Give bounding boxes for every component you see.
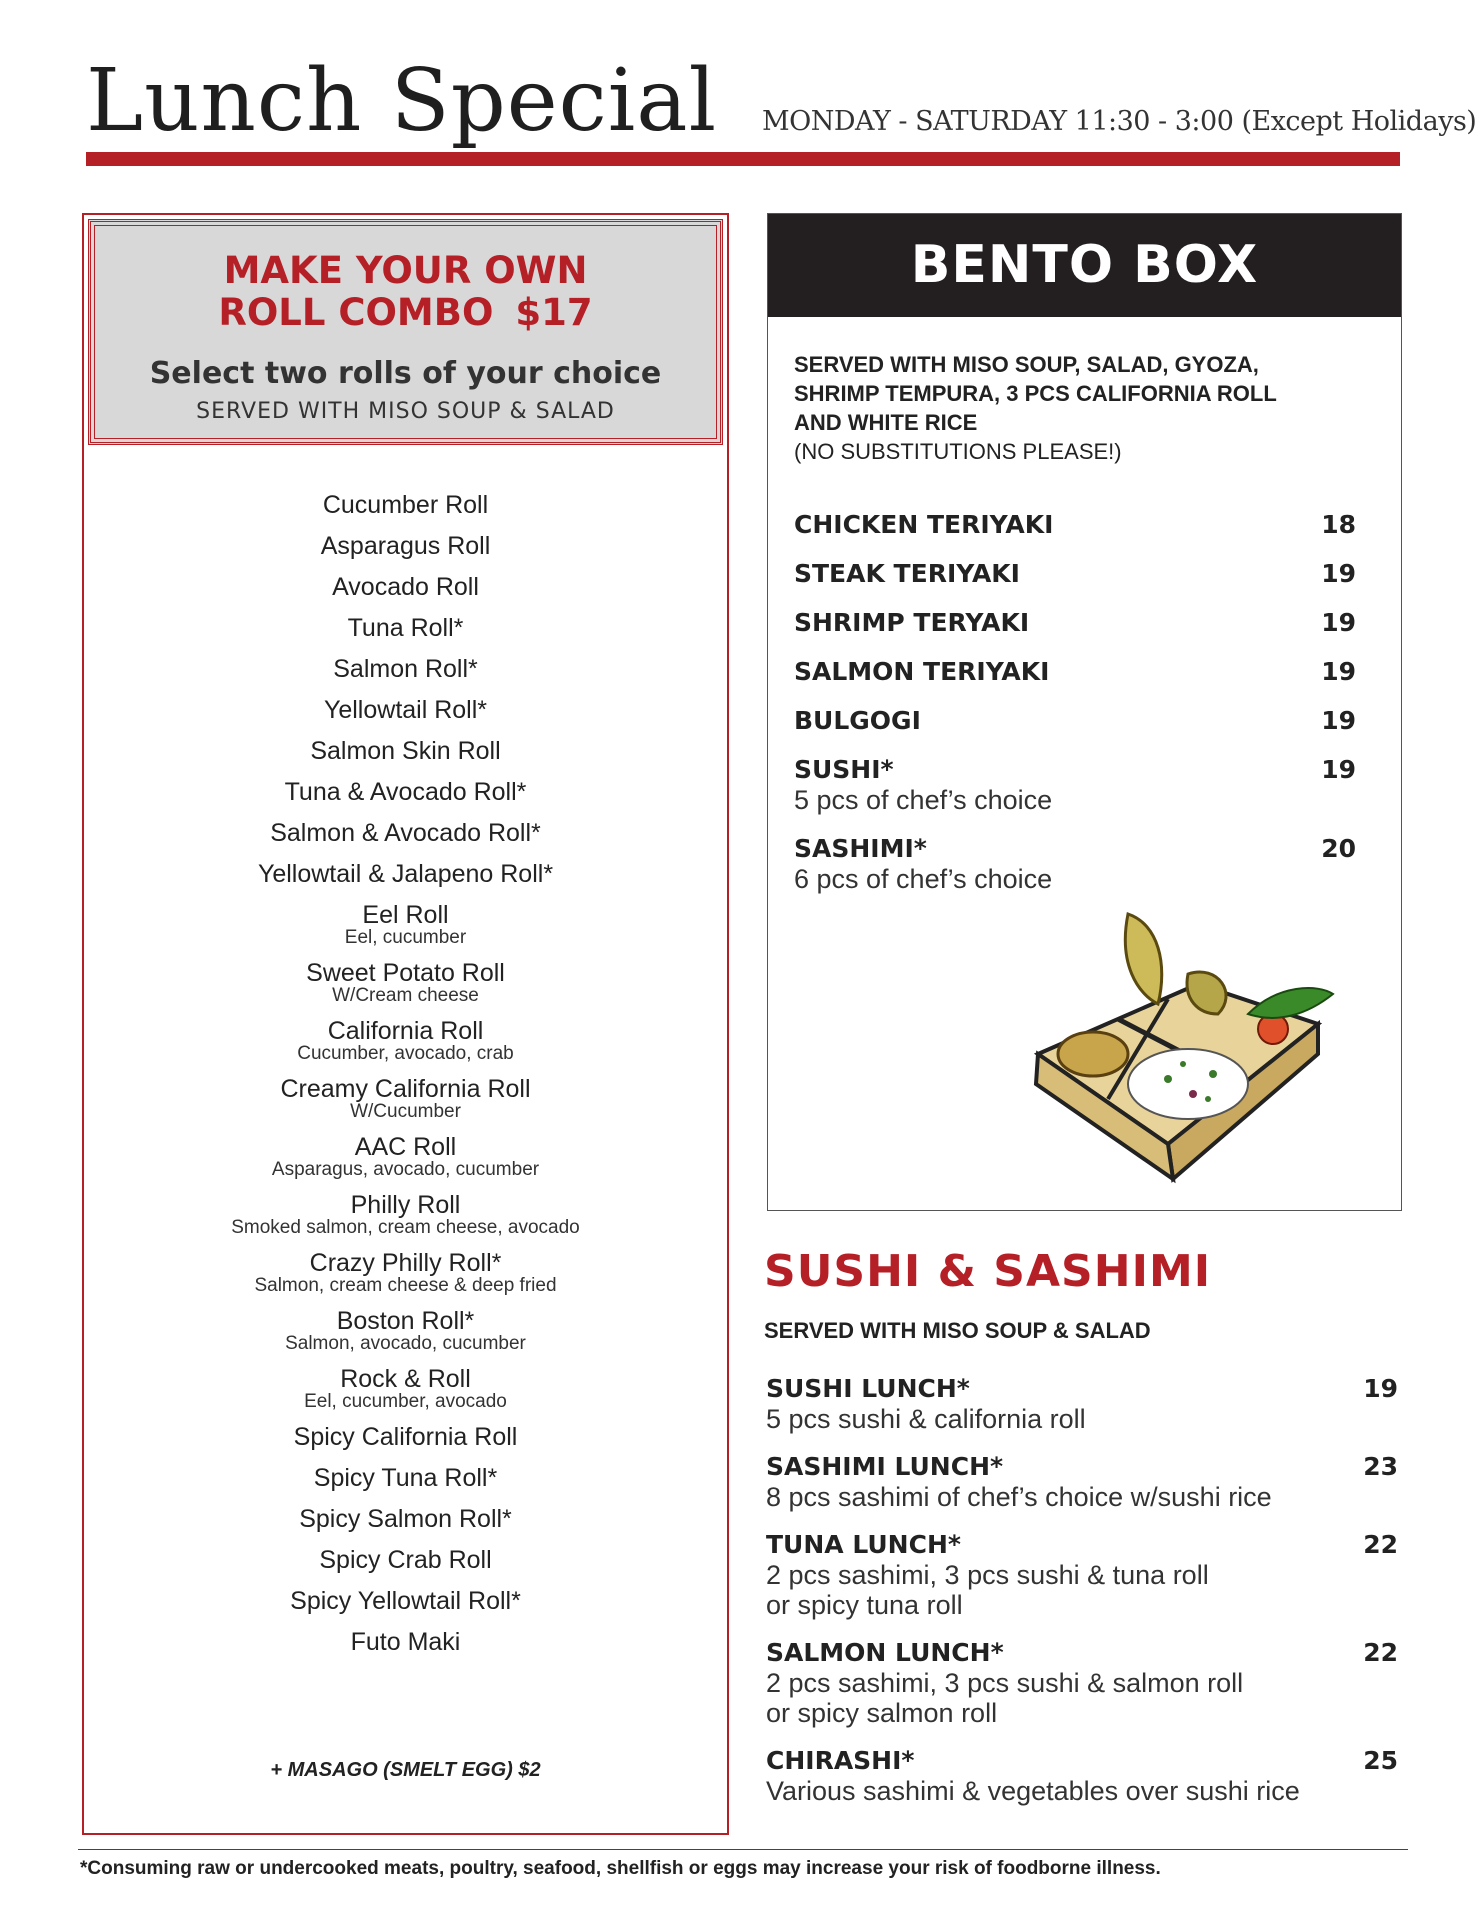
roll-item [84, 1248, 727, 1295]
roll-item [84, 818, 727, 848]
roll-item [84, 1504, 727, 1534]
bento-item-name: STEAK TERIYAKI [794, 559, 1020, 588]
bento-item-price: 20 [1321, 834, 1356, 863]
roll-description: Asparagus, avocado, cucumber [271, 1159, 540, 1180]
sushi-sashimi-title: SUSHI & SASHIMI [764, 1246, 1212, 1297]
roll-name: Boston Roll* [336, 1307, 475, 1335]
roll-combo-panel [82, 213, 729, 1835]
roll-item [84, 859, 727, 889]
combo-title-text: ROLL COMBO [218, 291, 494, 334]
roll-item [84, 736, 727, 766]
roll-name: Spicy California Roll [293, 1423, 518, 1451]
roll-name: Yellowtail Roll* [323, 696, 488, 724]
sushi-item-price: 25 [1363, 1746, 1398, 1775]
roll-name: Salmon & Avocado Roll* [270, 819, 541, 847]
roll-name: Tuna & Avocado Roll* [284, 778, 527, 806]
sushi-item-description: 2 pcs sashimi, 3 pcs sushi & tuna roll [766, 1560, 1209, 1590]
bento-item [794, 559, 1356, 589]
roll-item [84, 900, 727, 947]
bento-item-name: SASHIMI* [794, 834, 927, 863]
roll-item [84, 572, 727, 602]
bento-item-price: 18 [1321, 510, 1356, 539]
roll-name: Spicy Crab Roll [319, 1546, 492, 1574]
roll-item [84, 1422, 727, 1452]
bento-item-list [794, 510, 1356, 913]
bento-note: (NO SUBSTITUTIONS PLEASE!) [794, 439, 1122, 464]
bento-item [794, 706, 1356, 736]
bento-item-price: 19 [1321, 559, 1356, 588]
roll-name: Cucumber Roll [322, 491, 489, 519]
bento-item-name: SUSHI* [794, 755, 894, 784]
roll-item [84, 654, 727, 684]
bento-desc-line: AND WHITE RICE [794, 410, 978, 435]
bento-title: BENTO BOX [768, 214, 1401, 317]
sushi-item [766, 1374, 1398, 1434]
roll-item [84, 1306, 727, 1353]
roll-name: Spicy Salmon Roll* [299, 1505, 512, 1533]
roll-name: AAC Roll [354, 1133, 457, 1161]
roll-name: Crazy Philly Roll* [309, 1249, 502, 1277]
roll-item [84, 531, 727, 561]
roll-item [84, 1016, 727, 1063]
roll-description: W/Cream cheese [332, 985, 479, 1006]
sushi-item-price: 22 [1363, 1530, 1398, 1559]
roll-item [84, 1074, 727, 1121]
roll-name: Spicy Yellowtail Roll* [290, 1587, 521, 1615]
sushi-item [766, 1638, 1398, 1728]
footer-rule [78, 1849, 1408, 1850]
roll-name: Sweet Potato Roll [306, 959, 505, 987]
roll-item [84, 1627, 727, 1657]
bento-item [794, 510, 1356, 540]
roll-name: Asparagus Roll [320, 532, 491, 560]
roll-item [84, 490, 727, 520]
roll-name: Rock & Roll [340, 1365, 471, 1393]
roll-item [84, 958, 727, 1005]
roll-item [84, 1545, 727, 1575]
sushi-item-name: SUSHI LUNCH* [766, 1374, 970, 1403]
roll-item [84, 1190, 727, 1237]
sushi-item-description: or spicy salmon roll [766, 1698, 998, 1728]
roll-description: Salmon, avocado, cucumber [285, 1333, 526, 1354]
combo-select-text: Select two rolls of your choice [149, 356, 662, 391]
roll-description: Cucumber, avocado, crab [297, 1043, 514, 1064]
bento-desc-line: SERVED WITH MISO SOUP, SALAD, GYOZA, [794, 352, 1259, 377]
bento-box-illustration [1018, 904, 1348, 1184]
roll-item [84, 1463, 727, 1493]
bento-desc-line: SHRIMP TEMPURA, 3 PCS CALIFORNIA ROLL [794, 381, 1277, 406]
roll-name: Avocado Roll [332, 573, 479, 601]
roll-name: Eel Roll [362, 901, 449, 929]
bento-item-name: SALMON TERIYAKI [794, 657, 1050, 686]
sushi-item-description: or spicy tuna roll [766, 1590, 963, 1620]
bento-item-name: BULGOGI [794, 706, 921, 735]
bento-item-price: 19 [1321, 657, 1356, 686]
bento-item-description: 6 pcs of chef’s choice [794, 864, 1053, 894]
combo-title-line2 [91, 292, 720, 334]
roll-description: Salmon, cream cheese & deep fried [254, 1275, 557, 1296]
roll-name: Salmon Roll* [333, 655, 478, 683]
sushi-item-description: Various sashimi & vegetables over sushi rice [766, 1776, 1300, 1806]
sushi-item-name: CHIRASHI* [766, 1746, 915, 1775]
roll-description: Eel, cucumber, avocado [304, 1391, 507, 1412]
roll-list [84, 490, 727, 1668]
footnote: *Consuming raw or undercooked meats, poultry, seafood, shellfish or eggs may increase your risk of foodborne illness. [80, 1858, 1161, 1879]
roll-item [84, 613, 727, 643]
bento-item-name: SHRIMP TERYAKI [794, 608, 1030, 637]
bento-item-description: 5 pcs of chef’s choice [794, 785, 1053, 815]
header-rule [86, 152, 1400, 166]
sushi-item [766, 1530, 1398, 1620]
combo-title [91, 250, 720, 334]
masago-addon: + MASAGO (SMELT EGG) $2 [270, 1759, 541, 1781]
roll-description: Smoked salmon, cream cheese, avocado [231, 1217, 580, 1238]
sushi-item-price: 22 [1363, 1638, 1398, 1667]
roll-description: Eel, cucumber [344, 927, 467, 948]
roll-name: Philly Roll [350, 1191, 461, 1219]
bento-item [794, 608, 1356, 638]
roll-item [84, 777, 727, 807]
sushi-item-name: SASHIMI LUNCH* [766, 1452, 1004, 1481]
combo-served-text: SERVED WITH MISO SOUP & SALAD [196, 399, 615, 424]
roll-name: Futo Maki [350, 1628, 461, 1656]
bento-box-panel [767, 213, 1402, 1211]
sushi-item-description: 8 pcs sashimi of chef’s choice w/sushi rice [766, 1482, 1272, 1512]
sushi-served-text: SERVED WITH MISO SOUP & SALAD [764, 1318, 1151, 1343]
combo-price: $17 [515, 291, 593, 334]
roll-item [84, 1586, 727, 1616]
roll-name: Tuna Roll* [347, 614, 464, 642]
bento-item-price: 19 [1321, 755, 1356, 784]
combo-header-box [88, 219, 723, 445]
sushi-item [766, 1746, 1398, 1806]
roll-name: Creamy California Roll [280, 1075, 531, 1103]
sushi-item-list [766, 1374, 1398, 1824]
bento-description [794, 350, 1354, 466]
roll-item [84, 1364, 727, 1411]
bento-item [794, 834, 1356, 894]
roll-name: Spicy Tuna Roll* [313, 1464, 498, 1492]
sushi-item-name: SALMON LUNCH* [766, 1638, 1004, 1667]
combo-title-line1: MAKE YOUR OWN [223, 249, 588, 292]
sushi-item-name: TUNA LUNCH* [766, 1530, 961, 1559]
sushi-item-description: 5 pcs sushi & california roll [766, 1404, 1086, 1434]
bento-item-name: CHICKEN TERIYAKI [794, 510, 1054, 539]
roll-item [84, 695, 727, 725]
roll-description: W/Cucumber [350, 1101, 461, 1122]
sushi-item-price: 19 [1363, 1374, 1398, 1403]
sushi-item-price: 23 [1363, 1452, 1398, 1481]
roll-name: Yellowtail & Jalapeno Roll* [257, 860, 554, 888]
hours-text: MONDAY - SATURDAY 11:30 - 3:00 (Except Holidays) [762, 106, 1477, 137]
bento-item [794, 657, 1356, 687]
page-title: Lunch Special [86, 51, 718, 151]
sushi-item [766, 1452, 1398, 1512]
bento-item-price: 19 [1321, 608, 1356, 637]
roll-item [84, 1132, 727, 1179]
roll-name: California Roll [327, 1017, 484, 1045]
sushi-item-description: 2 pcs sashimi, 3 pcs sushi & salmon roll [766, 1668, 1244, 1698]
bento-item-price: 19 [1321, 706, 1356, 735]
bento-item [794, 755, 1356, 815]
roll-name: Salmon Skin Roll [310, 737, 501, 765]
